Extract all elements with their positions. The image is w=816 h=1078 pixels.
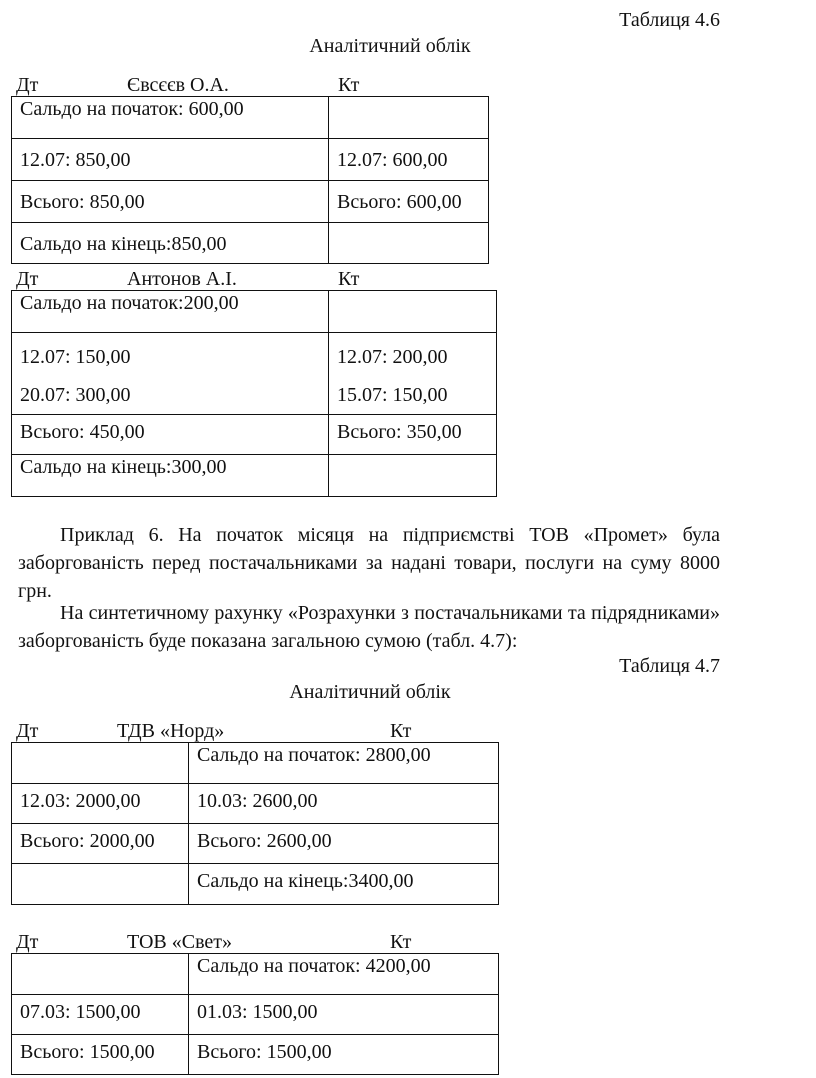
credit-cell — [329, 223, 489, 264]
entry-line: 12.07: 200,00 — [337, 346, 448, 368]
debit-cell — [12, 333, 329, 415]
debit-cell: Всього: 450,00 — [12, 415, 329, 455]
t-account-antonov — [11, 290, 497, 497]
debit-cell: Сальдо на початок:200,00 — [12, 291, 329, 333]
credit-cell — [329, 97, 489, 139]
debit-cell: 12.03: 2000,00 — [12, 784, 189, 824]
dt-label: Дт — [16, 931, 39, 953]
debit-cell: Всього: 1500,00 — [12, 1035, 189, 1075]
debit-cell — [12, 864, 189, 905]
debit-cell: 07.03: 1500,00 — [12, 995, 189, 1035]
paragraph-text: На синтетичному рахунку «Розрахунки з постачальниками та підрядниками» заборгованість буде показана загальною сумою (табл. 4.7): — [18, 602, 720, 652]
credit-cell — [329, 333, 497, 415]
table-4-7-caption: Таблиця 4.7 — [619, 655, 720, 677]
debit-cell: Сальдо на кінець:850,00 — [12, 223, 329, 264]
credit-cell: Сальдо на початок: 4200,00 — [189, 954, 499, 995]
account-name: Євсєєв О.А. — [127, 74, 229, 96]
t-account-svet — [11, 953, 499, 1075]
debit-cell: Сальдо на початок: 600,00 — [12, 97, 329, 139]
entry-line: 15.07: 150,00 — [337, 384, 448, 406]
dt-label: Дт — [16, 74, 39, 96]
credit-cell: Всього: 2600,00 — [189, 824, 499, 864]
debit-cell: 12.07: 850,00 — [12, 139, 329, 181]
table-4-7-title: Аналітичний облік — [289, 681, 451, 703]
kt-label: Кт — [390, 720, 412, 742]
paragraph-synthetic — [18, 599, 720, 655]
kt-label: Кт — [338, 74, 360, 96]
table-4-6-title: Аналітичний облік — [309, 35, 471, 57]
credit-cell — [329, 291, 497, 333]
account-name: Антонов А.І. — [127, 268, 237, 290]
kt-label: Кт — [338, 268, 360, 290]
dt-label: Дт — [16, 268, 39, 290]
account-name: ТОВ «Свет» — [127, 931, 233, 953]
t-account-nord — [11, 742, 499, 905]
credit-cell: 10.03: 2600,00 — [189, 784, 499, 824]
credit-cell: 01.03: 1500,00 — [189, 995, 499, 1035]
entry-line: 12.07: 150,00 — [20, 346, 131, 368]
debit-cell: Всього: 850,00 — [12, 181, 329, 223]
table-4-6-caption: Таблиця 4.6 — [619, 9, 720, 31]
credit-cell: Сальдо на кінець:3400,00 — [189, 864, 499, 905]
paragraph-example-6 — [18, 521, 720, 605]
credit-cell: 12.07: 600,00 — [329, 139, 489, 181]
debit-cell: Сальдо на кінець:300,00 — [12, 455, 329, 497]
credit-cell: Всього: 350,00 — [329, 415, 497, 455]
debit-cell: Всього: 2000,00 — [12, 824, 189, 864]
credit-cell: Всього: 600,00 — [329, 181, 489, 223]
credit-cell — [329, 455, 497, 497]
paragraph-text: Приклад 6. На початок місяця на підприємстві ТОВ «Промет» була заборгованість перед постачальниками за надані товари, послуги на суму 8000 грн. — [18, 524, 720, 602]
account-name: ТДВ «Норд» — [117, 720, 225, 742]
debit-cell — [12, 743, 189, 784]
debit-cell — [12, 954, 189, 995]
t-account-yevsieiev — [11, 96, 489, 264]
entry-line: 20.07: 300,00 — [20, 384, 131, 406]
kt-label: Кт — [390, 931, 412, 953]
credit-cell: Всього: 1500,00 — [189, 1035, 499, 1075]
credit-cell: Сальдо на початок: 2800,00 — [189, 743, 499, 784]
dt-label: Дт — [16, 720, 39, 742]
